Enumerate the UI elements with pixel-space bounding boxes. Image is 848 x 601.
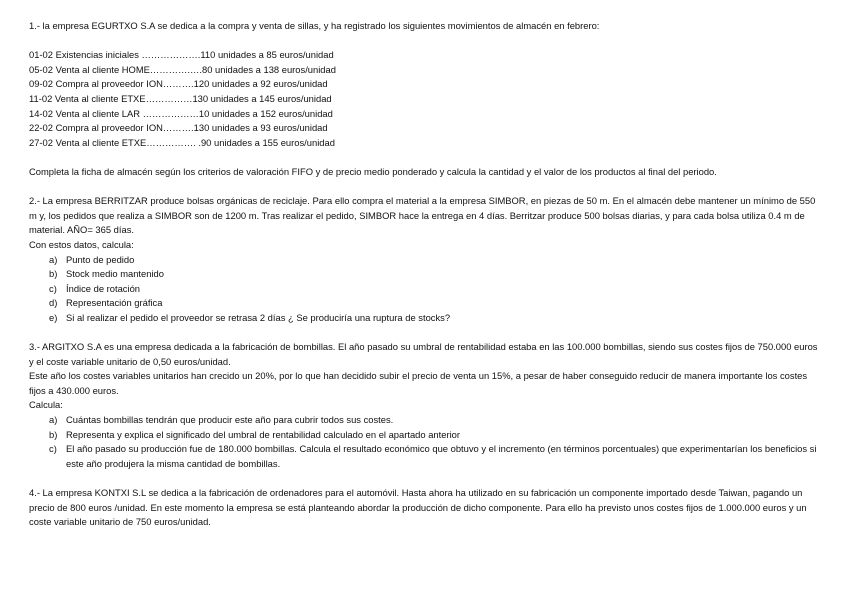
exercise-1-task: Completa la ficha de almacén según los criterios de valoración FIFO y de precio medio ponderado y calcula la cantidad y el valor de los productos al final del periodo. — [29, 165, 717, 177]
question-text: Índice de rotación — [66, 282, 141, 294]
exercise-1 — [29, 19, 824, 180]
stock-movement: 01-02 Existencias iniciales ……………….110 unidades a 85 euros/unidad — [29, 49, 334, 61]
question-text: Punto de pedido — [66, 253, 135, 265]
question-marker: c) — [49, 282, 57, 294]
question-item — [29, 253, 824, 268]
stock-movement: 27-02 Venta al cliente ETXE……………. .90 unidades a 155 euros/unidad — [29, 136, 335, 148]
exercise-3-context: Este año los costes variables unitarios han crecido un 20%, por lo que han decidido subir el precio de venta un 15%, a pesar de haber conseguido reducir de manera importante los costes fijos a 430.000 euros. — [29, 370, 808, 396]
question-text: Representa y explica el significado del umbral de rentabilidad calculado en el apartado anterior — [66, 428, 460, 440]
exercise-2-lead: Con estos datos, calcula: — [29, 238, 134, 250]
question-text: Representación gráfica — [66, 297, 163, 309]
question-text: Stock medio mantenido — [66, 268, 164, 280]
question-item — [29, 311, 824, 326]
exercise-4 — [29, 486, 824, 530]
question-item — [29, 267, 824, 282]
question-marker: c) — [49, 443, 57, 455]
stock-movement: 22-02 Compra al proveedor ION……….130 unidades a 93 euros/unidad — [29, 122, 328, 134]
question-item — [29, 442, 824, 471]
question-marker: e) — [49, 311, 58, 323]
exercise-3-questions — [29, 413, 824, 471]
question-item — [29, 428, 824, 443]
stock-movements-list — [29, 48, 824, 150]
question-item — [29, 296, 824, 311]
exercise-sheet — [29, 19, 824, 530]
question-text: El año pasado su producción fue de 180.000 bombillas. Calcula el resultado económico que obtuvo y el incremento (en términos porcentuales) que experimentarían los beneficios si este año produjera la misma cantidad de bombillas. — [66, 443, 817, 469]
stock-movement: 14-02 Venta al cliente LAR ………………10 unidades a 152 euros/unidad — [29, 107, 333, 119]
question-marker: b) — [49, 268, 58, 280]
question-text: Si al realizar el pedido el proveedor se retrasa 2 días ¿ Se produciría una ruptura de stocks? — [66, 311, 451, 323]
exercise-3 — [29, 340, 824, 471]
stock-movement: 09-02 Compra al proveedor ION……….120 unidades a 92 euros/unidad — [29, 78, 328, 90]
exercise-3-statement: 3.- ARGITXO S.A es una empresa dedicada a la fabricación de bombillas. El año pasado su umbral de rentabilidad estaba en las 100.000 bombillas, siendo sus costes fijos de 750.000 euros y el coste variable unitario de 0,50 euros/unidad. — [29, 341, 818, 367]
exercise-2-questions — [29, 253, 824, 326]
exercise-3-lead: Calcula: — [29, 399, 63, 411]
exercise-2 — [29, 194, 824, 325]
exercise-2-statement: 2.- La empresa BERRITZAR produce bolsas orgánicas de reciclaje. Para ello compra el material a la empresa SIMBOR, en piezas de 50 m. En el almacén debe mantener un mínimo de 550 m y, los pedidos que realiza a SIMBOR son de 1200 m. Tras realizar el pedido, SIMBOR hace la entrega en 4 días. Berritzar produce 500 bolsas diarias, y para cada bolsa utiliza 0.4 m de material. AÑO= 365 días. — [29, 195, 816, 236]
question-marker: b) — [49, 428, 58, 440]
question-text: Cuántas bombillas tendrán que producir este año para cubrir todos sus costes. — [66, 414, 394, 426]
stock-movement: 11-02 Venta al cliente ETXE……………130 unidades a 145 euros/unidad — [29, 92, 332, 104]
exercise-4-statement: 4.- La empresa KONTXI S.L se dedica a la fabricación de ordenadores para el automóvil. Hasta ahora ha utilizado en su fabricación un componente importado desde Taiwan, pagando un precio de 800 euros /unidad. En este momento la empresa se está planteando abordar la producción de dicho componente. Para ello ha previsto unos costes fijos de 1.000.000 euros y un coste variable unitario de 750 euros/unidad. — [29, 487, 807, 528]
question-item — [29, 282, 824, 297]
question-marker: a) — [49, 253, 58, 265]
stock-movement: 05-02 Venta al cliente HOME………….….80 unidades a 138 euros/unidad — [29, 63, 336, 75]
question-item — [29, 413, 824, 428]
question-marker: d) — [49, 297, 58, 309]
exercise-1-statement: 1.- la empresa EGURTXO S.A se dedica a la compra y venta de sillas, y ha registrado los siguientes movimientos de almacén en febrero: — [29, 20, 600, 31]
question-marker: a) — [49, 414, 58, 426]
